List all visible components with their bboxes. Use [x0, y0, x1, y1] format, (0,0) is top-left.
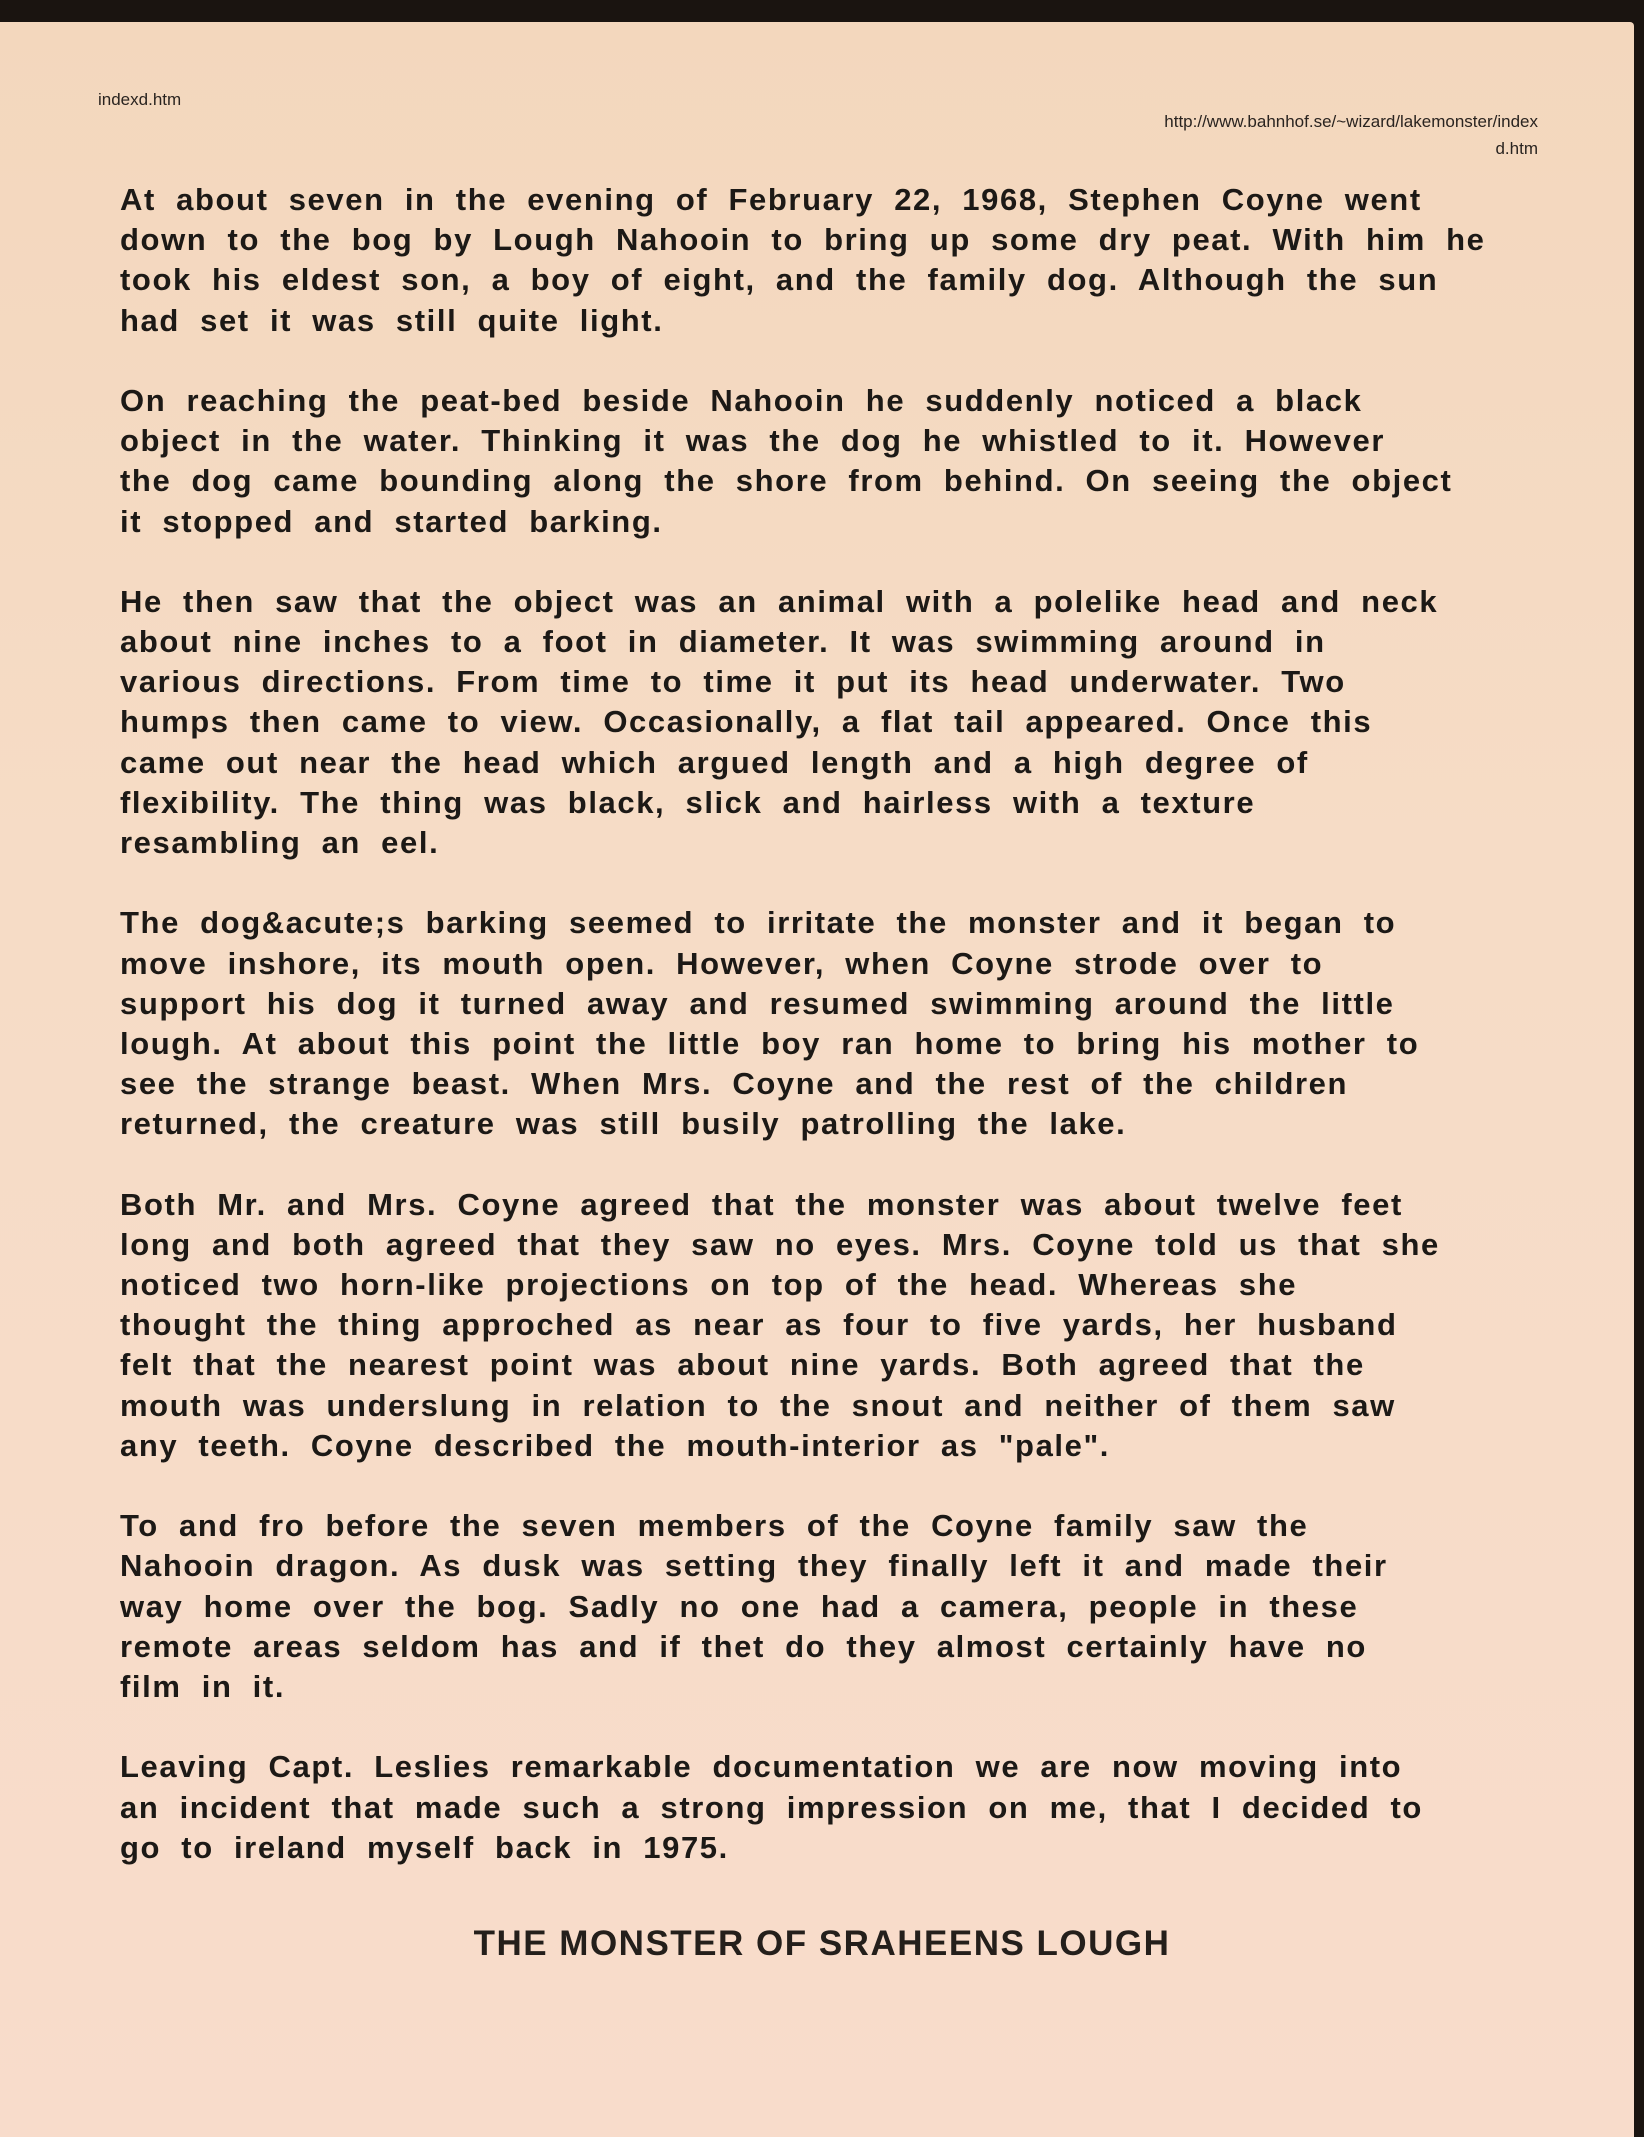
- paragraph: [120, 1506, 1548, 1707]
- text-line: go to ireland myself back in 1975.: [120, 1829, 729, 1865]
- text-line: thought the thing approched as near as four to five yards, her husband: [120, 1307, 1398, 1343]
- paragraph: [120, 582, 1548, 863]
- paragraph: [120, 903, 1548, 1144]
- text-line: noticed two horn-like projections on top of the head. Whereas she: [120, 1267, 1298, 1303]
- text-line: long and both agreed that they saw no eyes. Mrs. Coyne told us that she: [120, 1226, 1440, 1262]
- text-line: The dog&acute;s barking seemed to irritate the monster and it began to: [120, 905, 1397, 941]
- text-line: came out near the head which argued length and a high degree of: [120, 744, 1309, 780]
- text-line: it stopped and started barking.: [120, 503, 663, 539]
- printed-page: [0, 22, 1634, 2137]
- header-url: [1164, 108, 1538, 162]
- text-line: about nine inches to a foot in diameter. It was swimming around in: [120, 624, 1326, 660]
- text-line: lough. At about this point the little boy ran home to bring his mother to: [120, 1025, 1420, 1061]
- text-line: On reaching the peat-bed beside Nahooin he suddenly noticed a black: [120, 382, 1363, 418]
- text-line: Both Mr. and Mrs. Coyne agreed that the monster was about twelve feet: [120, 1186, 1403, 1222]
- text-line: object in the water. Thinking it was the dog he whistled to it. However: [120, 423, 1385, 459]
- text-line: down to the bog by Lough Nahooin to bring up some dry peat. With him he: [120, 222, 1486, 258]
- paragraph: [120, 180, 1548, 341]
- header-url-line-1: http://www.bahnhof.se/~wizard/lakemonster/index: [1164, 112, 1538, 131]
- text-line: took his eldest son, a boy of eight, and the family dog. Although the sun: [120, 262, 1439, 298]
- text-line: an incident that made such a strong impression on me, that I decided to: [120, 1789, 1423, 1825]
- article-body: [120, 180, 1548, 1908]
- text-line: move inshore, its mouth open. However, when Coyne strode over to: [120, 945, 1324, 981]
- text-line: had set it was still quite light.: [120, 302, 664, 338]
- paragraph: [120, 381, 1548, 542]
- text-line: support his dog it turned away and resumed swimming around the little: [120, 985, 1395, 1021]
- text-line: At about seven in the evening of February 22, 1968, Stephen Coyne went: [120, 182, 1422, 217]
- text-line: way home over the bog. Sadly no one had a camera, people in these: [120, 1588, 1359, 1624]
- text-line: He then saw that the object was an animal with a polelike head and neck: [120, 583, 1439, 619]
- text-line: To and fro before the seven members of the Coyne family saw the: [120, 1508, 1309, 1544]
- paragraph: [120, 1747, 1548, 1868]
- text-line: see the strange beast. When Mrs. Coyne and the rest of the children: [120, 1066, 1349, 1102]
- text-line: the dog came bounding along the shore from behind. On seeing the object: [120, 463, 1453, 499]
- text-line: resambling an eel.: [120, 825, 440, 860]
- text-line: various directions. From time to time it put its head underwater. Two: [120, 664, 1346, 700]
- text-line: Nahooin dragon. As dusk was setting they finally left it and made their: [120, 1548, 1388, 1584]
- header-filename: indexd.htm: [98, 90, 182, 109]
- header-url-line-2: d.htm: [1495, 139, 1538, 158]
- text-line: returned, the creature was still busily patrolling the lake.: [120, 1106, 1127, 1142]
- text-line: humps then came to view. Occasionally, a flat tail appeared. Once this: [120, 704, 1373, 740]
- text-line: any teeth. Coyne described the mouth-interior as "pale".: [120, 1427, 1110, 1463]
- paragraph: [120, 1185, 1548, 1466]
- text-line: film in it.: [120, 1668, 286, 1704]
- text-line: mouth was underslung in relation to the snout and neither of them saw: [120, 1387, 1396, 1423]
- text-line: Leaving Capt. Leslies remarkable documentation we are now moving into: [120, 1749, 1403, 1785]
- section-title: THE MONSTER OF SRAHEENS LOUGH: [473, 1924, 1171, 1963]
- text-line: felt that the nearest point was about nine yards. Both agreed that the: [120, 1347, 1365, 1383]
- text-line: flexibility. The thing was black, slick and hairless with a texture: [120, 784, 1256, 820]
- text-line: remote areas seldom has and if thet do they almost certainly have no: [120, 1628, 1367, 1664]
